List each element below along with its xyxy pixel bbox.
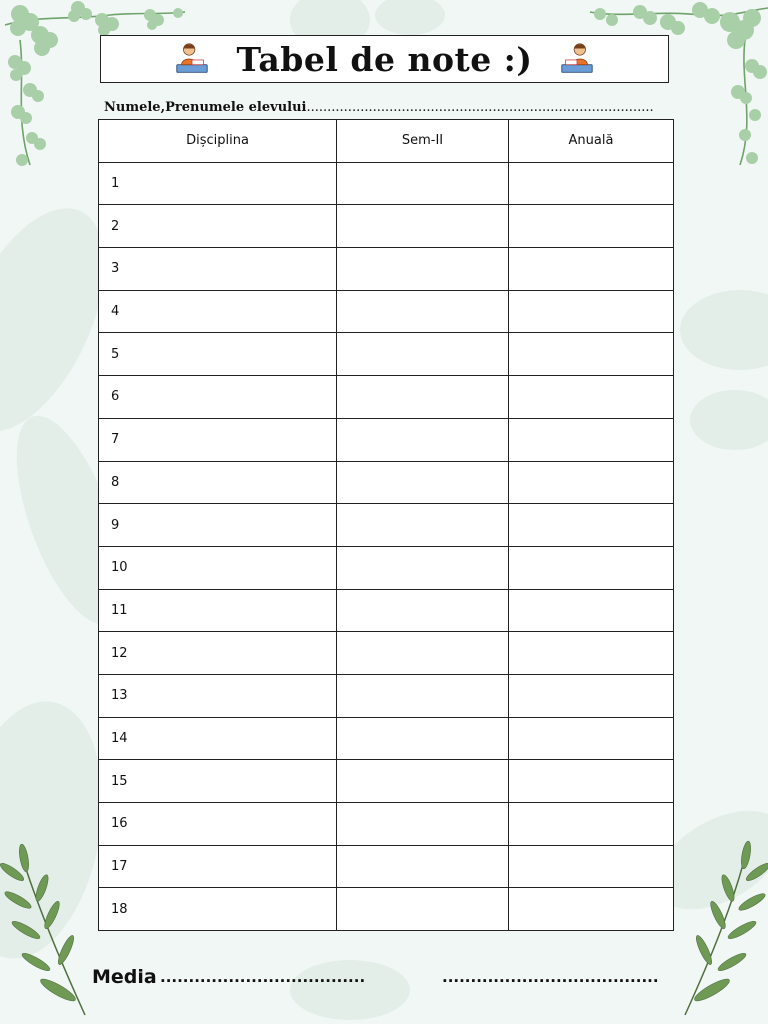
table-row xyxy=(99,632,674,675)
annual-cell[interactable] xyxy=(509,760,674,803)
annual-cell[interactable] xyxy=(509,290,674,333)
sem2-cell[interactable] xyxy=(337,248,509,291)
row-number: 17 xyxy=(99,845,337,888)
table-row xyxy=(99,333,674,376)
row-number: 12 xyxy=(99,632,337,675)
table-row xyxy=(99,589,674,632)
table-row xyxy=(99,418,674,461)
table-row xyxy=(99,248,674,291)
sem2-cell[interactable] xyxy=(337,504,509,547)
table-row xyxy=(99,162,674,205)
annual-cell[interactable] xyxy=(509,418,674,461)
row-number: 13 xyxy=(99,674,337,717)
table-row xyxy=(99,717,674,760)
table-row xyxy=(99,674,674,717)
student-name-line xyxy=(104,100,674,115)
annual-cell[interactable] xyxy=(509,461,674,504)
row-number: 14 xyxy=(99,717,337,760)
average-dots-right: ...................................... xyxy=(442,968,659,986)
sem2-cell[interactable] xyxy=(337,290,509,333)
column-header-sem2: Sem-II xyxy=(337,120,509,163)
sem2-cell[interactable] xyxy=(337,418,509,461)
sem2-cell[interactable] xyxy=(337,376,509,419)
annual-cell[interactable] xyxy=(509,162,674,205)
title-banner xyxy=(100,35,669,83)
sem2-cell[interactable] xyxy=(337,717,509,760)
row-number: 10 xyxy=(99,546,337,589)
sem2-cell[interactable] xyxy=(337,461,509,504)
sem2-cell[interactable] xyxy=(337,888,509,931)
average-footer xyxy=(92,966,672,996)
table-row xyxy=(99,803,674,846)
sem2-cell[interactable] xyxy=(337,632,509,675)
table-row xyxy=(99,205,674,248)
table-header-row xyxy=(99,120,674,163)
annual-cell[interactable] xyxy=(509,845,674,888)
row-number: 8 xyxy=(99,461,337,504)
student-reading-icon xyxy=(173,40,211,78)
row-number: 18 xyxy=(99,888,337,931)
annual-cell[interactable] xyxy=(509,504,674,547)
average-dots-left: .................................... xyxy=(160,968,366,986)
table-row xyxy=(99,888,674,931)
row-number: 3 xyxy=(99,248,337,291)
row-number: 11 xyxy=(99,589,337,632)
annual-cell[interactable] xyxy=(509,205,674,248)
column-header-discipline: Dișciplina xyxy=(99,120,337,163)
sem2-cell[interactable] xyxy=(337,546,509,589)
grades-table xyxy=(98,119,674,931)
sem2-cell[interactable] xyxy=(337,845,509,888)
annual-cell[interactable] xyxy=(509,632,674,675)
annual-cell[interactable] xyxy=(509,717,674,760)
row-number: 4 xyxy=(99,290,337,333)
row-number: 5 xyxy=(99,333,337,376)
row-number: 1 xyxy=(99,162,337,205)
sem2-cell[interactable] xyxy=(337,333,509,376)
table-row xyxy=(99,845,674,888)
sem2-cell[interactable] xyxy=(337,760,509,803)
annual-cell[interactable] xyxy=(509,803,674,846)
sem2-cell[interactable] xyxy=(337,162,509,205)
row-number: 7 xyxy=(99,418,337,461)
row-number: 15 xyxy=(99,760,337,803)
row-number: 16 xyxy=(99,803,337,846)
table-row xyxy=(99,546,674,589)
table-row xyxy=(99,504,674,547)
annual-cell[interactable] xyxy=(509,674,674,717)
table-row xyxy=(99,760,674,803)
annual-cell[interactable] xyxy=(509,888,674,931)
row-number: 9 xyxy=(99,504,337,547)
sem2-cell[interactable] xyxy=(337,589,509,632)
table-row xyxy=(99,461,674,504)
annual-cell[interactable] xyxy=(509,546,674,589)
student-reading-icon xyxy=(558,40,596,78)
row-number: 6 xyxy=(99,376,337,419)
sem2-cell[interactable] xyxy=(337,803,509,846)
sem2-cell[interactable] xyxy=(337,674,509,717)
annual-cell[interactable] xyxy=(509,376,674,419)
table-row xyxy=(99,290,674,333)
annual-cell[interactable] xyxy=(509,333,674,376)
annual-cell[interactable] xyxy=(509,589,674,632)
average-label: Media xyxy=(92,966,157,988)
column-header-annual: Anuală xyxy=(509,120,674,163)
student-name-dots: .................................................................................... xyxy=(306,100,654,115)
table-row xyxy=(99,376,674,419)
sem2-cell[interactable] xyxy=(337,205,509,248)
annual-cell[interactable] xyxy=(509,248,674,291)
row-number: 2 xyxy=(99,205,337,248)
student-name-label: Numele,Prenumele elevului xyxy=(104,100,307,115)
page-title: Tabel de note :) xyxy=(236,39,533,79)
